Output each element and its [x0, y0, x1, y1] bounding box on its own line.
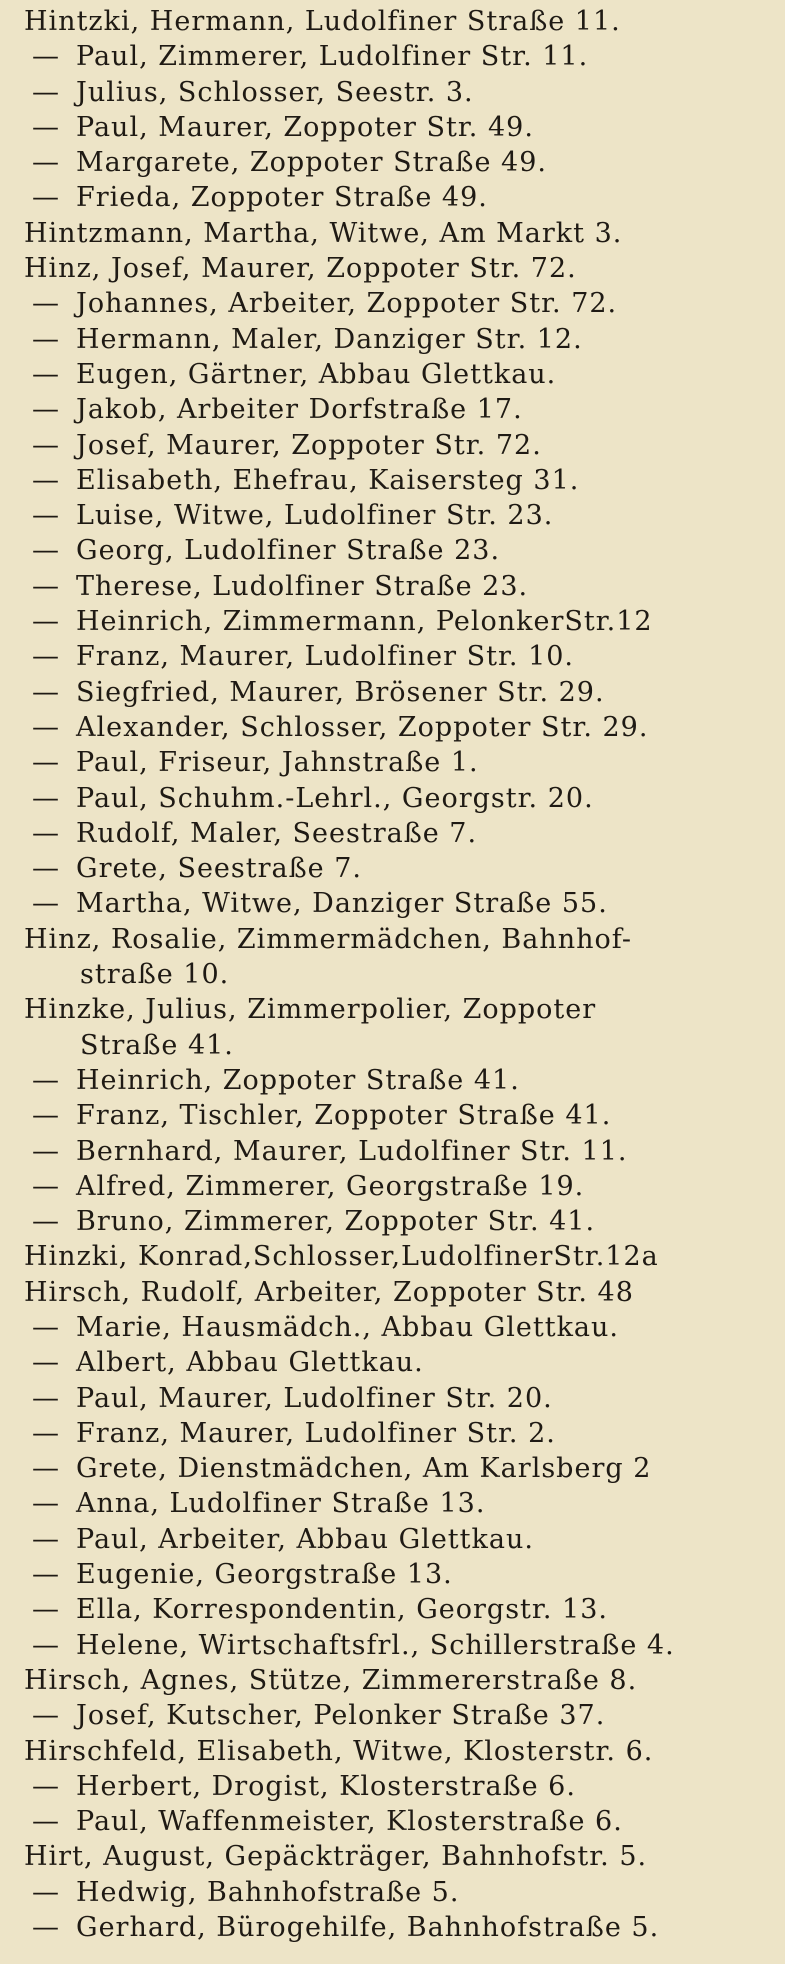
entry-family-member-line — [24, 428, 775, 463]
entry-family-member-line — [24, 357, 775, 392]
entry-text: Hedwig, Bahnhofstraße 5. — [76, 1876, 460, 1908]
entry-text: Alexander, Schlosser, Zoppoter Str. 29. — [76, 711, 649, 743]
entry-text: Paul, Schuhm.-Lehrl., Georgstr. 20. — [76, 782, 594, 814]
ditto-dash: — — [32, 1488, 60, 1520]
ditto-dash: — — [32, 641, 60, 673]
entry-text: Therese, Ludolfiner Straße 23. — [76, 570, 529, 602]
ditto-dash: — — [32, 1311, 60, 1343]
ditto-dash: — — [32, 747, 60, 779]
entry-text: Paul, Waffenmeister, Klosterstraße 6. — [76, 1806, 623, 1838]
ditto-dash: — — [32, 1170, 60, 1202]
entry-family-member-line — [24, 1910, 775, 1945]
entry-text: Hinzke, Julius, Zimmerpolier, Zoppoter — [24, 994, 597, 1026]
entry-family-member-line — [24, 1204, 775, 1239]
entry-text: Georg, Ludolfiner Straße 23. — [76, 535, 501, 567]
entry-family-member-line — [24, 1451, 775, 1486]
ditto-dash: — — [32, 1594, 60, 1626]
entry-text: Josef, Maurer, Zoppoter Str. 72. — [76, 429, 542, 461]
entry-surname-line — [24, 992, 775, 1027]
entry-family-member-line — [24, 286, 775, 321]
entry-surname-line — [24, 1734, 775, 1769]
entry-text: Eugen, Gärtner, Abbau Glettkau. — [76, 358, 557, 390]
ditto-dash: — — [32, 147, 60, 179]
ditto-dash: — — [32, 535, 60, 567]
entry-surname-line — [24, 4, 775, 39]
entry-family-member-line — [24, 1486, 775, 1521]
ditto-dash: — — [32, 1064, 60, 1096]
entry-text: Anna, Ludolfiner Straße 13. — [76, 1488, 486, 1520]
ditto-dash: — — [32, 782, 60, 814]
entry-text: Luise, Witwe, Ludolfiner Str. 23. — [76, 500, 554, 532]
entry-family-member-line — [24, 1381, 775, 1416]
ditto-dash: — — [32, 888, 60, 920]
ditto-dash: — — [32, 1700, 60, 1732]
entry-family-member-line — [24, 75, 775, 110]
entry-family-member-line — [24, 710, 775, 745]
entry-text: Josef, Kutscher, Pelonker Straße 37. — [76, 1700, 606, 1732]
ditto-dash: — — [32, 394, 60, 426]
entry-family-member-line — [24, 180, 775, 215]
entry-text: Eugenie, Georgstraße 13. — [76, 1559, 453, 1591]
ditto-dash: — — [32, 817, 60, 849]
ditto-dash: — — [32, 429, 60, 461]
ditto-dash: — — [32, 76, 60, 108]
entry-surname-line — [24, 1239, 775, 1274]
entry-surname-line — [24, 216, 775, 251]
ditto-dash: — — [32, 606, 60, 638]
ditto-dash: — — [32, 853, 60, 885]
ditto-dash: — — [32, 288, 60, 320]
entry-text: Julius, Schlosser, Seestr. 3. — [76, 76, 474, 108]
ditto-dash: — — [32, 1382, 60, 1414]
entry-text: Hermann, Maler, Danziger Str. 12. — [76, 323, 583, 355]
ditto-dash: — — [32, 1912, 60, 1944]
ditto-dash: — — [32, 500, 60, 532]
entry-text: Marie, Hausmädch., Abbau Glettkau. — [76, 1311, 620, 1343]
entry-text: Paul, Friseur, Jahnstraße 1. — [76, 747, 479, 779]
ditto-dash: — — [32, 1347, 60, 1379]
entry-text: Elisabeth, Ehefrau, Kaisersteg 31. — [76, 464, 580, 496]
entry-text: Straße 41. — [80, 1029, 234, 1061]
entry-family-member-line — [24, 816, 775, 851]
entry-text: Gerhard, Bürogehilfe, Bahnhofstraße 5. — [76, 1912, 660, 1944]
ditto-dash: — — [32, 1770, 60, 1802]
entry-family-member-line — [24, 1875, 775, 1910]
ditto-dash: — — [32, 1453, 60, 1485]
entry-text: Franz, Maurer, Ludolfiner Str. 10. — [76, 641, 575, 673]
entry-text: Hirsch, Rudolf, Arbeiter, Zoppoter Str. 48 — [24, 1276, 634, 1308]
entry-text: Hinzki, Konrad,Schlosser,LudolfinerStr.12a — [24, 1241, 659, 1273]
entry-family-member-line — [24, 745, 775, 780]
ditto-dash: — — [32, 323, 60, 355]
entry-text: Paul, Arbeiter, Abbau Glettkau. — [76, 1523, 534, 1555]
ditto-dash: — — [32, 1135, 60, 1167]
ditto-dash: — — [32, 1629, 60, 1661]
entry-family-member-line — [24, 1345, 775, 1380]
ditto-dash: — — [32, 1523, 60, 1555]
entry-family-member-line — [24, 569, 775, 604]
entry-text: Hinz, Rosalie, Zimmermädchen, Bahnhof- — [24, 923, 632, 955]
entry-family-member-line — [24, 145, 775, 180]
entry-text: Paul, Maurer, Ludolfiner Str. 20. — [76, 1382, 553, 1414]
entry-text: Albert, Abbau Glettkau. — [76, 1347, 424, 1379]
ditto-dash: — — [32, 41, 60, 73]
entry-family-member-line — [24, 1592, 775, 1627]
entry-surname-line — [24, 1275, 775, 1310]
ditto-dash: — — [32, 676, 60, 708]
entry-family-member-line — [24, 781, 775, 816]
entry-text: Heinrich, Zimmermann, PelonkerStr.12 — [76, 606, 653, 638]
entry-family-member-line — [24, 1522, 775, 1557]
entry-text: Johannes, Arbeiter, Zoppoter Str. 72. — [76, 288, 618, 320]
entry-family-member-line — [24, 675, 775, 710]
entry-text: Paul, Zimmerer, Ludolfiner Str. 11. — [76, 41, 589, 73]
entry-text: Hirt, August, Gepäckträger, Bahnhofstr. 5. — [24, 1841, 648, 1873]
entry-surname-line — [24, 922, 775, 957]
ditto-dash: — — [32, 182, 60, 214]
entry-family-member-line — [24, 1134, 775, 1169]
entry-family-member-line — [24, 1310, 775, 1345]
entry-surname-line — [24, 251, 775, 286]
ditto-dash: — — [32, 464, 60, 496]
entry-family-member-line — [24, 39, 775, 74]
entry-text: Siegfried, Maurer, Brösener Str. 29. — [76, 676, 605, 708]
entry-family-member-line — [24, 604, 775, 639]
ditto-dash: — — [32, 1806, 60, 1838]
entry-text: Hirsch, Agnes, Stütze, Zimmererstraße 8. — [24, 1664, 638, 1696]
entry-text: Jakob, Arbeiter Dorfstraße 17. — [76, 394, 523, 426]
ditto-dash: — — [32, 570, 60, 602]
entry-text: Rudolf, Maler, Seestraße 7. — [76, 817, 478, 849]
ditto-dash: — — [32, 358, 60, 390]
entry-text: Hintzki, Hermann, Ludolfiner Straße 11. — [24, 6, 621, 37]
entry-family-member-line — [24, 1098, 775, 1133]
entry-text: Franz, Tischler, Zoppoter Straße 41. — [76, 1100, 612, 1132]
entry-text: Paul, Maurer, Zoppoter Str. 49. — [76, 111, 534, 143]
entry-family-member-line — [24, 498, 775, 533]
ditto-dash: — — [32, 1876, 60, 1908]
entry-text: Herbert, Drogist, Klosterstraße 6. — [76, 1770, 576, 1802]
entry-family-member-line — [24, 1769, 775, 1804]
entry-surname-line — [24, 1663, 775, 1698]
entry-family-member-line — [24, 1628, 775, 1663]
entry-family-member-line — [24, 639, 775, 674]
entry-continuation-line — [24, 1028, 775, 1063]
entry-family-member-line — [24, 322, 775, 357]
entry-family-member-line — [24, 1416, 775, 1451]
entry-family-member-line — [24, 392, 775, 427]
entry-family-member-line — [24, 110, 775, 145]
entry-text: Franz, Maurer, Ludolfiner Str. 2. — [76, 1417, 556, 1449]
entry-text: Bernhard, Maurer, Ludolfiner Str. 11. — [76, 1135, 628, 1167]
ditto-dash: — — [32, 1206, 60, 1238]
entry-surname-line — [24, 1839, 775, 1874]
entry-text: Ella, Korrespondentin, Georgstr. 13. — [76, 1594, 608, 1626]
entry-family-member-line — [24, 533, 775, 568]
entry-text: Hirschfeld, Elisabeth, Witwe, Klosterstr. 6. — [24, 1735, 654, 1767]
entry-text: Martha, Witwe, Danziger Straße 55. — [76, 888, 608, 920]
entry-text: straße 10. — [80, 959, 230, 991]
entry-text: Grete, Dienstmädchen, Am Karlsberg 2 — [76, 1453, 652, 1485]
entry-text: Margarete, Zoppoter Straße 49. — [76, 147, 547, 179]
entry-continuation-line — [24, 957, 775, 992]
entry-text: Frieda, Zoppoter Straße 49. — [76, 182, 488, 214]
ditto-dash: — — [32, 111, 60, 143]
ditto-dash: — — [32, 711, 60, 743]
entry-family-member-line — [24, 886, 775, 921]
entry-text: Hintzmann, Martha, Witwe, Am Markt 3. — [24, 217, 623, 249]
entry-text: Bruno, Zimmerer, Zoppoter Str. 41. — [76, 1206, 596, 1238]
entry-text: Hinz, Josef, Maurer, Zoppoter Str. 72. — [24, 253, 577, 285]
ditto-dash: — — [32, 1417, 60, 1449]
entry-family-member-line — [24, 1804, 775, 1839]
ditto-dash: — — [32, 1100, 60, 1132]
directory-list — [24, 4, 775, 1945]
entry-family-member-line — [24, 851, 775, 886]
entry-family-member-line — [24, 1169, 775, 1204]
entry-text: Heinrich, Zoppoter Straße 41. — [76, 1064, 520, 1096]
entry-text: Alfred, Zimmerer, Georgstraße 19. — [76, 1170, 585, 1202]
entry-family-member-line — [24, 1557, 775, 1592]
entry-family-member-line — [24, 1063, 775, 1098]
entry-text: Grete, Seestraße 7. — [76, 853, 362, 885]
entry-text: Helene, Wirtschaftsfrl., Schillerstraße 4. — [76, 1629, 675, 1661]
entry-family-member-line — [24, 1698, 775, 1733]
entry-family-member-line — [24, 463, 775, 498]
ditto-dash: — — [32, 1559, 60, 1591]
